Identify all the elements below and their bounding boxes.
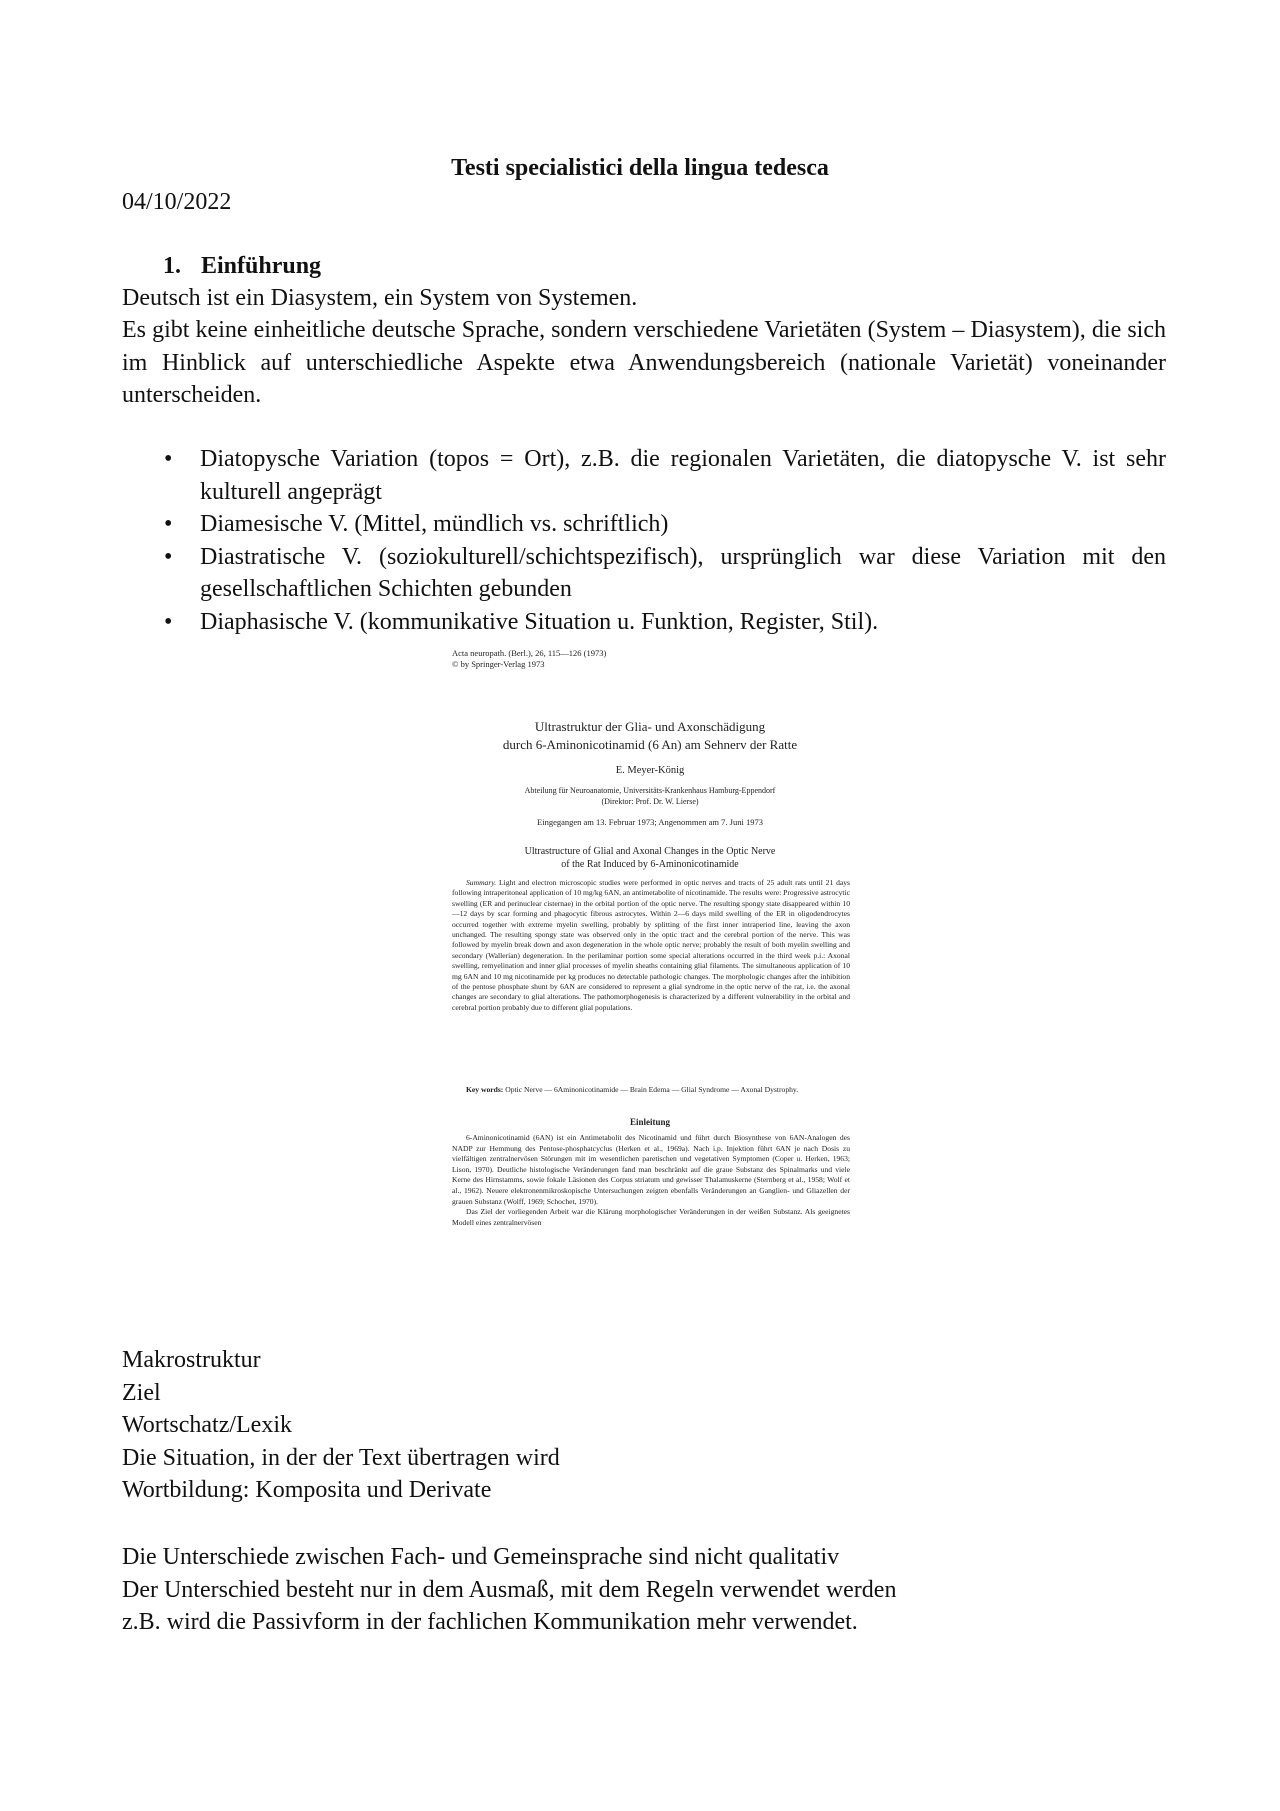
article-title-line: durch 6-Aminonicotinamid (6 An) am Sehnerv der Ratte (502, 737, 798, 752)
article-dates: Eingegangen am 13. Februar 1973; Angenommen am 7. Juni 1973 (537, 817, 763, 827)
bullet-text: Diaphasische V. (kommunikative Situation u. Funktion, Register, Stil). (200, 608, 879, 635)
document-date: 04/10/2022 (122, 189, 232, 215)
list-item: Wortschatz/Lexik (122, 1412, 293, 1438)
article-scan-image (445, 645, 855, 1315)
closing-notes (122, 1541, 896, 1639)
section-number: 1. (163, 253, 181, 279)
intro-p1-text: 6-Aminonicotinamid (6AN) ist ein Antimetabolit des Nicotinamid und führt durch Biosynthese von 6AN-Analogen des NADP zur Hemmung des Pentose-phosphatcyclus (Herken et al., 1969a). Nach i.p. Injektion führt 6AN je nach Dosis zu vielfältigen zentralnervösen Störungen mit im wesentlichen paretischen und vegetativen Symptomen (Coper u. Herken, 1963; Lison, 1970). Deutliche histologische Veränderungen fand man beschränkt auf die graue Substanz des Spinalmarks und viele Kerne des Hirnstamms, sowie fokale Läsionen des Corpus striatum und gewisser Thalamuskerne (Sternberg et al., 1958; Wolf et al., 1962). Neuere elektronenmikroskopische Untersuchungen zeigten ebenfalls Veränderungen an Ganglien- und Gliazellen der grauen Substanz (Wolff, 1969; Schochet, 1970). (452, 1133, 850, 1206)
article-author: E. Meyer-König (615, 765, 685, 776)
keywords-text: Optic Nerve — 6Aminonicotinamide — Brain Edema — Glial Syndrome — Axonal Dystrophy. (505, 1085, 799, 1094)
english-title-line: of the Rat Induced by 6-Aminonicotinamide (561, 859, 739, 870)
article-section-heading: Einleitung (629, 1117, 670, 1127)
variation-bullet-list (122, 443, 1166, 638)
summary-text: Light and electron microscopic studies were performed in optic nerves and tracts of 25 adult rats until 21 days following intraperitoneal application of 10 mg/kg 6AN, an antimetabolite of nicotinamide. The results were: Progressive astrocytic swelling (ER and perinuclear cisternae) in the orbital portion of the optic nerve. The resulting spongy state disappeared within 10—12 days by scar forming and phagocytic fibrous astrocytes. Within 2—6 days mild swelling of the ER in oligodendrocytes occurred together with extreme myelin swelling, probably by splitting of the first inner intraperiod line, leaving the axon unchanged. The resulting spongy state was observed only in the optic tract and the cerebral portion of the nerve. This was followed by myelin break down and axon degeneration in the whole optic nerve; probably the result of both myelin swelling and secondary (Wallerian) degeneration. In the perilaminar portion some special alterations occurred in the third week p.i.: Axonal swelling, remyelination and inner glial processes of myelin sheaths containing glial filaments. The simultaneous application of 10 mg 6AN and 10 mg nicotinamide per kg produces no detectable pathologic changes. The morphologic changes after the inhibition of the pentose phosphate shunt by 6AN are considered to represent a glial syndrome in the optic nerve of the rat, i.e. the axonal changes are secondary to glial alterations. The pathomorphogenesis is characterized by a different vulnerability in the orbital and cerebral portion probably due to different glial populations. (452, 878, 850, 1012)
article-intro-paragraph (452, 1207, 850, 1228)
bullet-text: Diatopysche Variation (topos = Ort), z.B. die regionalen Varietäten, die diatopysche V. ist sehr kulturell angeprägt (200, 446, 1166, 505)
article-source-line: Acta neuropath. (Berl.), 26, 115—126 (1973) (452, 648, 607, 658)
intro-line: Deutsch ist ein Diasystem, ein System von Systemen. (122, 285, 638, 311)
article-intro-paragraph (452, 1133, 850, 1207)
note-line: z.B. wird die Passivform in der fachlichen Kommunikation mehr verwendet. (122, 1609, 858, 1635)
article-keywords (452, 1085, 850, 1095)
list-item (122, 541, 1166, 606)
list-item (122, 606, 1166, 639)
intro-paragraph: Es gibt keine einheitliche deutsche Sprache, sondern verschiedene Varietäten (System – Diasystem), die sich im Hinblick auf unterschiedliche Aspekte etwa Anwendungsbereich (nationale Varietät) voneinander unterscheiden. (122, 317, 1166, 408)
list-item (122, 508, 1166, 541)
article-affiliation (445, 785, 855, 807)
bullet-text: Diastratische V. (soziokulturell/schichtspezifisch), ursprünglich war diese Variation mit den gesellschaftlichen Schichten gebunden (200, 543, 1166, 602)
bullet-text: Diamesische V. (Mittel, mündlich vs. schriftlich) (200, 511, 669, 537)
keywords-label: Key words: (466, 1085, 504, 1094)
article-english-title (445, 845, 855, 871)
intro-p2-text: Das Ziel der vorliegenden Arbeit war die Klärung morphologischer Veränderungen in der weißen Substanz. Als geeignetes Modell eines zentralnervösen (452, 1207, 850, 1227)
bullet-icon: • (164, 608, 173, 635)
summary-label: Summary. (466, 878, 497, 887)
note-line: Der Unterschied besteht nur in dem Ausmaß, mit dem Regeln verwendet werden (122, 1576, 897, 1603)
article-copyright: © by Springer-Verlag 1973 (452, 659, 545, 669)
section-title: Einführung (201, 253, 322, 279)
article-title (445, 718, 855, 754)
bullet-icon: • (164, 446, 173, 472)
list-item: Ziel (122, 1379, 161, 1406)
aspects-list (122, 1344, 560, 1507)
article-source (452, 648, 606, 670)
list-item: Wortbildung: Komposita und Derivate (122, 1477, 492, 1503)
list-item: Makrostruktur (122, 1347, 261, 1373)
list-item (122, 443, 1166, 508)
bullet-icon: • (164, 511, 173, 537)
section-heading (163, 250, 321, 282)
article-title-line: Ultrastruktur der Glia- und Axonschädigung (534, 719, 766, 734)
english-title-line: Ultrastructure of Glial and Axonal Changes in the Optic Nerve (524, 846, 776, 857)
document-title: Testi specialistici della lingua tedesca (451, 155, 829, 181)
article-summary (452, 878, 850, 1013)
article-intro (452, 1133, 850, 1228)
bullet-icon: • (164, 543, 173, 570)
note-line: Die Unterschiede zwischen Fach- und Gemeinsprache sind nicht qualitativ (122, 1544, 840, 1570)
affiliation-line: (Direktor: Prof. Dr. W. Lierse) (601, 797, 699, 806)
affiliation-line: Abteilung für Neuroanatomie, Universitäts-Krankenhaus Hamburg-Eppendorf (524, 786, 776, 795)
list-item: Die Situation, in der der Text übertragen wird (122, 1444, 560, 1471)
